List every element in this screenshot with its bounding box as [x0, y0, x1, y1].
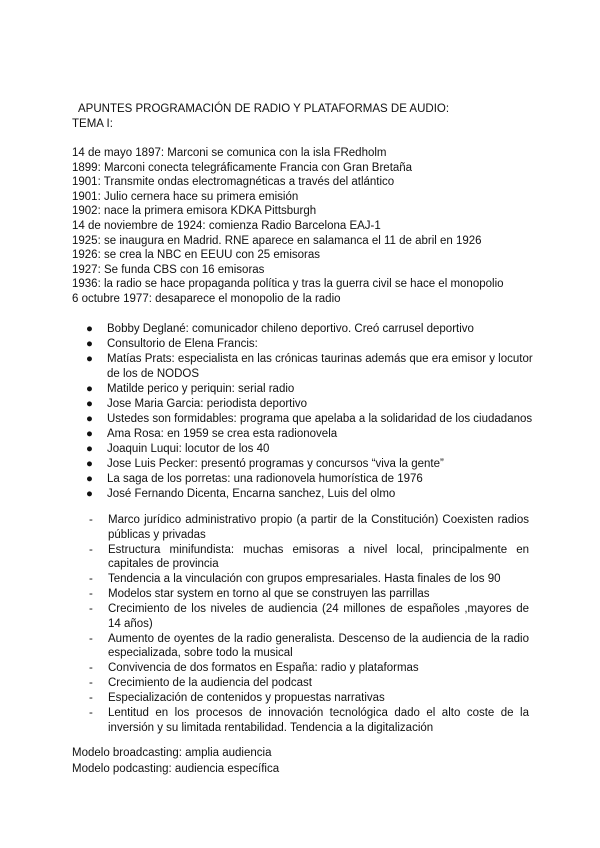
list-item-text: Tendencia a la vinculación con grupos empresariales. Hasta finales de los 90 [108, 573, 501, 585]
list-item-text: Especialización de contenidos y propuestas narrativas [108, 692, 385, 704]
list-item-text: Ustedes son formidables: programa que apelaba a la solidaridad de los ciudadanos [107, 412, 533, 425]
list-item-text: Lentitud en los procesos de innovación tecnológica dado el alto coste de la inversión y su limitada rentabilidad. Tendencia a la digitalización [108, 707, 529, 734]
dash-icon: - [89, 692, 93, 704]
bullet-icon: ● [86, 353, 93, 366]
list-item [89, 587, 529, 602]
list-item [86, 412, 536, 427]
model-line-podcasting: Modelo podcasting: audiencia específica [72, 762, 280, 775]
list-item [86, 487, 536, 502]
timeline-item: 6 octubre 1977: desaparece el monopolio de la radio [72, 292, 341, 305]
timeline-item: 1901: Julio cernera hace su primera emisión [72, 190, 299, 203]
list-item [89, 602, 529, 631]
bullet-icon: ● [86, 428, 93, 441]
list-item [89, 513, 529, 542]
list-item [89, 572, 529, 587]
list-item [89, 676, 529, 691]
dash-icon: - [89, 707, 93, 719]
bullet-icon: ● [86, 412, 93, 425]
bullet-icon: ● [86, 458, 93, 471]
people-list [86, 322, 536, 503]
list-item-text: Ama Rosa: en 1959 se crea esta radionovela [107, 428, 338, 441]
dash-icon: - [89, 573, 93, 585]
timeline-list [72, 146, 504, 307]
dash-icon: - [89, 662, 93, 674]
bullet-icon: ● [86, 338, 93, 351]
models-section [72, 746, 279, 777]
list-item-text: Estructura minifundista: muchas emisoras a nivel local, principalmente en capitales de provincia [108, 543, 529, 570]
timeline-item: 1936: la radio se hace propaganda política y tras la guerra civil se hace el monopolio [72, 278, 504, 291]
list-item-text: Jose Maria Garcia: periodista deportivo [107, 397, 308, 410]
list-item [86, 427, 536, 442]
list-item [89, 691, 529, 706]
list-item-text: Crecimiento de la audiencia del podcast [108, 677, 312, 689]
dash-icon: - [89, 588, 93, 600]
list-item-text: José Fernando Dicenta, Encarna sanchez, Luis del olmo [107, 488, 396, 501]
list-item [86, 322, 536, 337]
list-item-text: Matías Prats: especialista en las crónicas taurinas además que era emisor y locutor de los de NODOS [107, 353, 533, 380]
bullet-icon: ● [86, 323, 93, 335]
bullet-icon: ● [86, 397, 93, 410]
timeline-item: 1901: Transmite ondas electromagnéticas a través del atlántico [72, 176, 395, 189]
bullet-icon: ● [86, 488, 93, 501]
document-title: APUNTES PROGRAMACIÓN DE RADIO Y PLATAFORMAS DE AUDIO: [78, 103, 450, 115]
bullet-icon: ● [86, 382, 93, 395]
list-item-text: Modelos star system en torno al que se construyen las parrillas [108, 588, 430, 600]
timeline-item: 1899: Marconi conecta telegráficamente Francia con Gran Bretaña [72, 161, 413, 174]
dash-icon: - [89, 543, 93, 556]
dash-icon: - [89, 677, 93, 689]
list-item-text: Jose Luis Pecker: presentó programas y concursos “viva la gente” [107, 458, 444, 471]
bullet-icon: ● [86, 473, 93, 486]
list-item-text: Marco jurídico administrativo propio (a partir de la Constitución) Coexisten radios públicas y privadas [108, 514, 529, 541]
list-item-text: La saga de los porretas: una radionovela humorística de 1976 [107, 473, 423, 486]
list-item [86, 382, 536, 397]
model-line-broadcasting: Modelo broadcasting: amplia audiencia [72, 747, 272, 759]
timeline-item: 14 de noviembre de 1924: comienza Radio Barcelona EAJ-1 [72, 219, 381, 232]
list-item-text: Bobby Deglané: comunicador chileno deportivo. Creó carrusel deportivo [107, 323, 474, 335]
list-item [86, 472, 536, 487]
characteristics-list [89, 513, 529, 736]
list-item [86, 352, 536, 381]
document-subtitle: TEMA I: [72, 118, 113, 130]
list-item [86, 337, 536, 352]
list-item-text: Crecimiento de los niveles de audiencia (24 millones de españoles ,mayores de 14 años) [108, 603, 529, 630]
dash-icon: - [89, 514, 93, 526]
timeline-item: 1925: se inaugura en Madrid. RNE aparece en salamanca el 11 de abril en 1926 [72, 234, 482, 247]
list-item-text: Joaquin Luqui: locutor de los 40 [107, 443, 270, 456]
dash-icon: - [89, 632, 93, 645]
list-item-text: Convivencia de dos formatos en España: radio y plataformas [108, 662, 419, 674]
timeline-item: 14 de mayo 1897: Marconi se comunica con la isla FRedholm [72, 147, 387, 159]
dash-icon: - [89, 603, 93, 615]
list-item [86, 457, 536, 472]
list-item-text: Aumento de oyentes de la radio generalista. Descenso de la audiencia de la radio especializada, sobre todo la musical [108, 632, 529, 659]
list-item-text: Matilde perico y periquin: serial radio [107, 382, 295, 395]
list-item [86, 397, 536, 412]
list-item [89, 543, 529, 572]
list-item [86, 442, 536, 457]
bullet-icon: ● [86, 443, 93, 456]
timeline-item: 1926: se crea la NBC en EEUU con 25 emisoras [72, 249, 321, 262]
list-item [89, 632, 529, 661]
list-item [89, 661, 529, 676]
list-item-text: Consultorio de Elena Francis: [107, 338, 258, 351]
timeline-item: 1927: Se funda CBS con 16 emisoras [72, 263, 265, 276]
list-item [89, 706, 529, 735]
timeline-item: 1902: nace la primera emisora KDKA Pittsburgh [72, 205, 317, 218]
